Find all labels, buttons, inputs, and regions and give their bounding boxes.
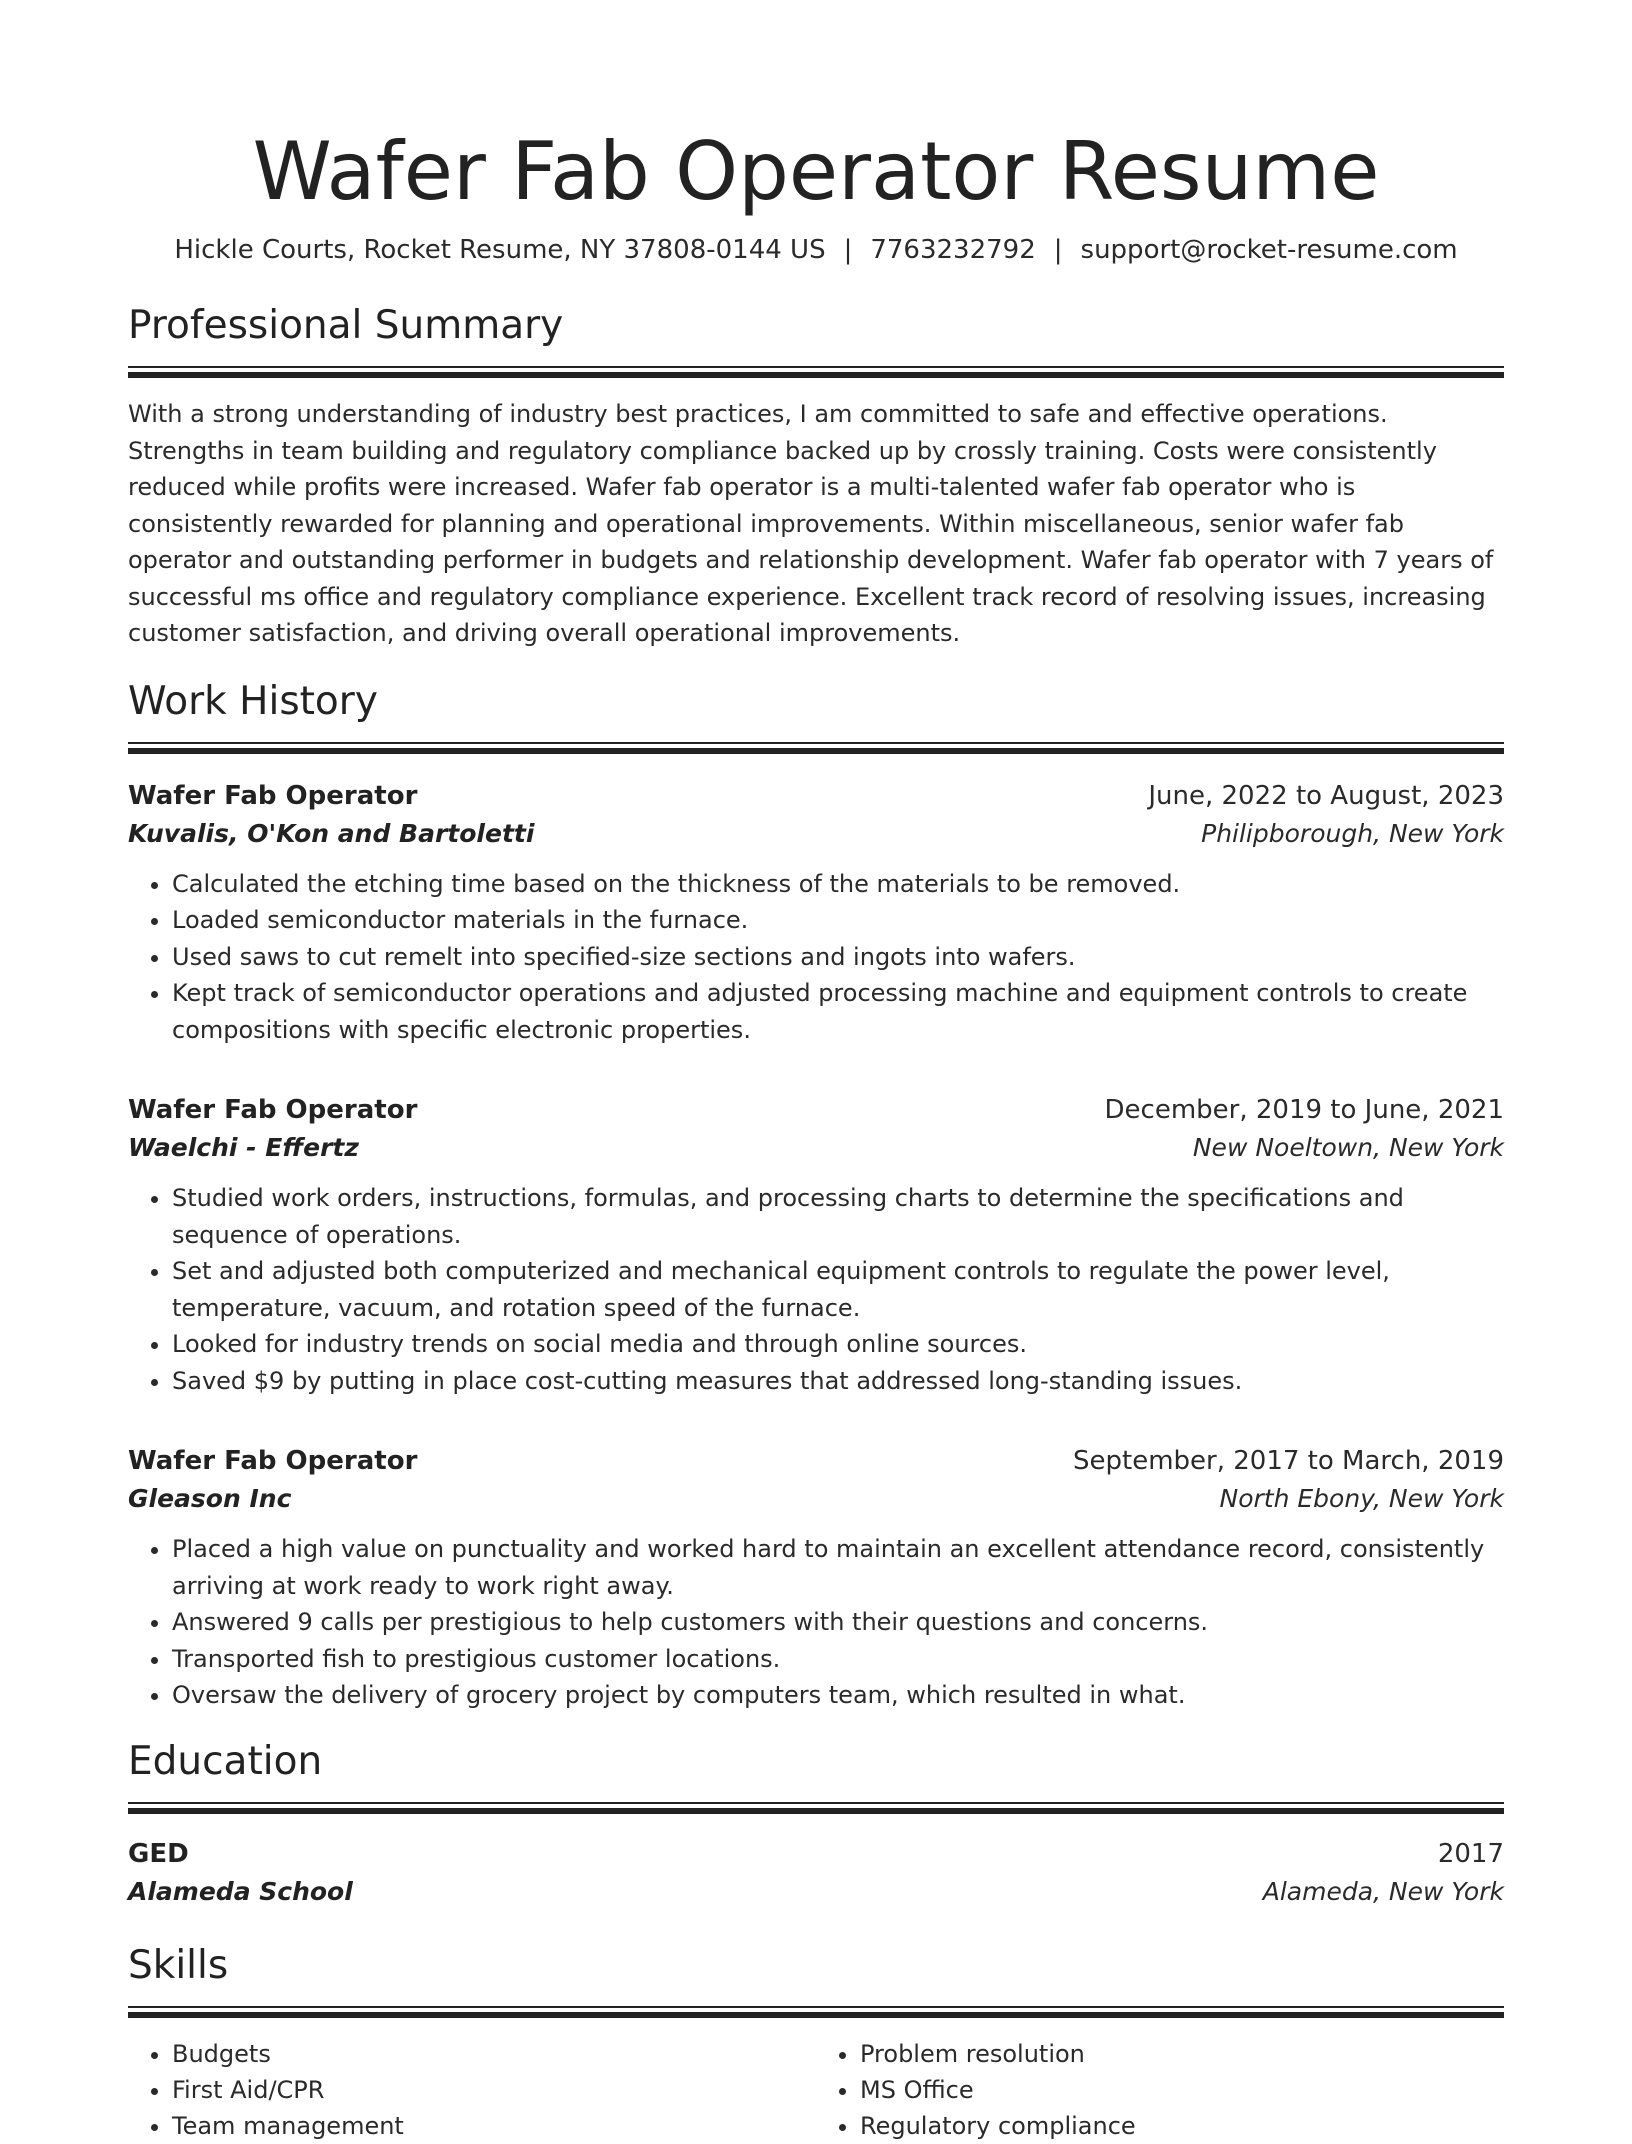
education-school: Alameda School xyxy=(128,1876,353,1906)
skill-item: • Problem resolution xyxy=(860,2036,1504,2072)
job-bullets xyxy=(128,1531,1504,1714)
job-title: Wafer Fab Operator xyxy=(128,780,418,811)
job-bullets xyxy=(128,1180,1504,1399)
contact-address: Hickle Courts, Rocket Resume, NY 37808-0144 US xyxy=(174,235,826,265)
job-bullets xyxy=(128,866,1504,1049)
list-item: • Transported fish to prestigious customer locations. xyxy=(172,1641,1504,1678)
job-company: Waelchi - Effertz xyxy=(128,1133,359,1162)
skill-item: • MS Office xyxy=(860,2072,1504,2108)
list-item: • Saved $9 by putting in place cost-cutting measures that addressed long-standing issues. xyxy=(172,1363,1504,1400)
list-item: • Calculated the etching time based on the thickness of the materials to be removed. xyxy=(172,866,1504,903)
skills-column-right xyxy=(816,2036,1504,2144)
list-item: • Oversaw the delivery of grocery project by computers team, which resulted in what. xyxy=(172,1677,1504,1714)
job-location: New Noeltown, New York xyxy=(1192,1133,1504,1162)
skills-column-left xyxy=(128,2036,816,2144)
section-divider xyxy=(128,366,1504,380)
list-item: • Answered 9 calls per prestigious to help customers with their questions and concerns. xyxy=(172,1604,1504,1641)
contact-separator: | xyxy=(843,235,853,265)
work-history-section xyxy=(128,678,1504,1714)
job-title: Wafer Fab Operator xyxy=(128,1095,418,1125)
contact-line xyxy=(128,234,1504,266)
skills-grid xyxy=(128,2036,1504,2144)
job-location: North Ebony, New York xyxy=(1219,1484,1504,1513)
education-location: Alameda, New York xyxy=(1262,1876,1504,1906)
professional-summary-section xyxy=(128,302,1504,652)
education-entry xyxy=(128,1836,1504,1912)
contact-phone: 7763232792 xyxy=(870,235,1036,265)
section-heading-skills: Skills xyxy=(128,1942,229,1988)
skill-item: • Budgets xyxy=(172,2036,816,2072)
section-divider xyxy=(128,2006,1504,2020)
section-divider xyxy=(128,742,1504,756)
education-degree: GED xyxy=(128,1838,189,1869)
job-dates: June, 2022 to August, 2023 xyxy=(1148,780,1504,811)
list-item: • Used saws to cut remelt into specified-size sections and ingots into wafers. xyxy=(172,939,1504,976)
summary-text: With a strong understanding of industry best practices, I am committed to safe and effective operations. Strengths in team building and regulatory compliance backed up by crossly training. Costs were consistently reduced while profits were increased. Wafer fab operator is a multi-talented wafer fab operator who is consistently rewarded for planning and operational improvements. Within miscellaneous, senior wafer fab operator and outstanding performer in budgets and relationship development. Wafer fab operator with 7 years of successful ms office and regulatory compliance experience. Excellent track record of resolving issues, increasing customer satisfaction, and driving overall operational improvements. xyxy=(128,400,1494,647)
list-item: • Loaded semiconductor materials in the furnace. xyxy=(172,902,1504,939)
job-title: Wafer Fab Operator xyxy=(128,1446,418,1476)
education-year: 2017 xyxy=(1437,1838,1504,1869)
skills-section xyxy=(128,1942,1504,2144)
list-item: • Looked for industry trends on social media and through online sources. xyxy=(172,1326,1504,1363)
section-heading-work: Work History xyxy=(128,678,378,724)
job-company: Gleason Inc xyxy=(128,1484,292,1513)
job-dates: December, 2019 to June, 2021 xyxy=(1104,1095,1504,1125)
job-location: Philipborough, New York xyxy=(1201,818,1504,848)
resume-title: Wafer Fab Operator Resume xyxy=(252,125,1380,218)
section-divider xyxy=(128,1802,1504,1816)
list-item: • Set and adjusted both computerized and mechanical equipment controls to regulate the power level, temperature, vacuum, and rotation speed of the furnace. xyxy=(172,1253,1504,1326)
skill-item: • First Aid/CPR xyxy=(172,2072,816,2108)
list-item: • Kept track of semiconductor operations and adjusted processing machine and equipment controls to create compositions with specific electronic properties. xyxy=(172,975,1504,1048)
section-heading-education: Education xyxy=(128,1738,323,1784)
education-section xyxy=(128,1738,1504,1912)
contact-email[interactable]: support@rocket-resume.com xyxy=(1080,235,1458,265)
job-entry xyxy=(128,1092,1504,1399)
skill-item: • Team management xyxy=(172,2108,816,2144)
job-entry xyxy=(128,1443,1504,1714)
job-company: Kuvalis, O'Kon and Bartoletti xyxy=(128,818,535,848)
section-heading-summary: Professional Summary xyxy=(128,303,564,348)
list-item: • Placed a high value on punctuality and worked hard to maintain an excellent attendance record, consistently arriving at work ready to work right away. xyxy=(172,1531,1504,1604)
resume-page xyxy=(128,0,1504,2144)
skill-item: • Regulatory compliance xyxy=(860,2108,1504,2144)
job-entry xyxy=(128,778,1504,1049)
list-item: • Studied work orders, instructions, formulas, and processing charts to determine the specifications and sequence of operations. xyxy=(172,1180,1504,1253)
contact-separator: | xyxy=(1053,235,1063,265)
job-dates: September, 2017 to March, 2019 xyxy=(1073,1446,1504,1476)
